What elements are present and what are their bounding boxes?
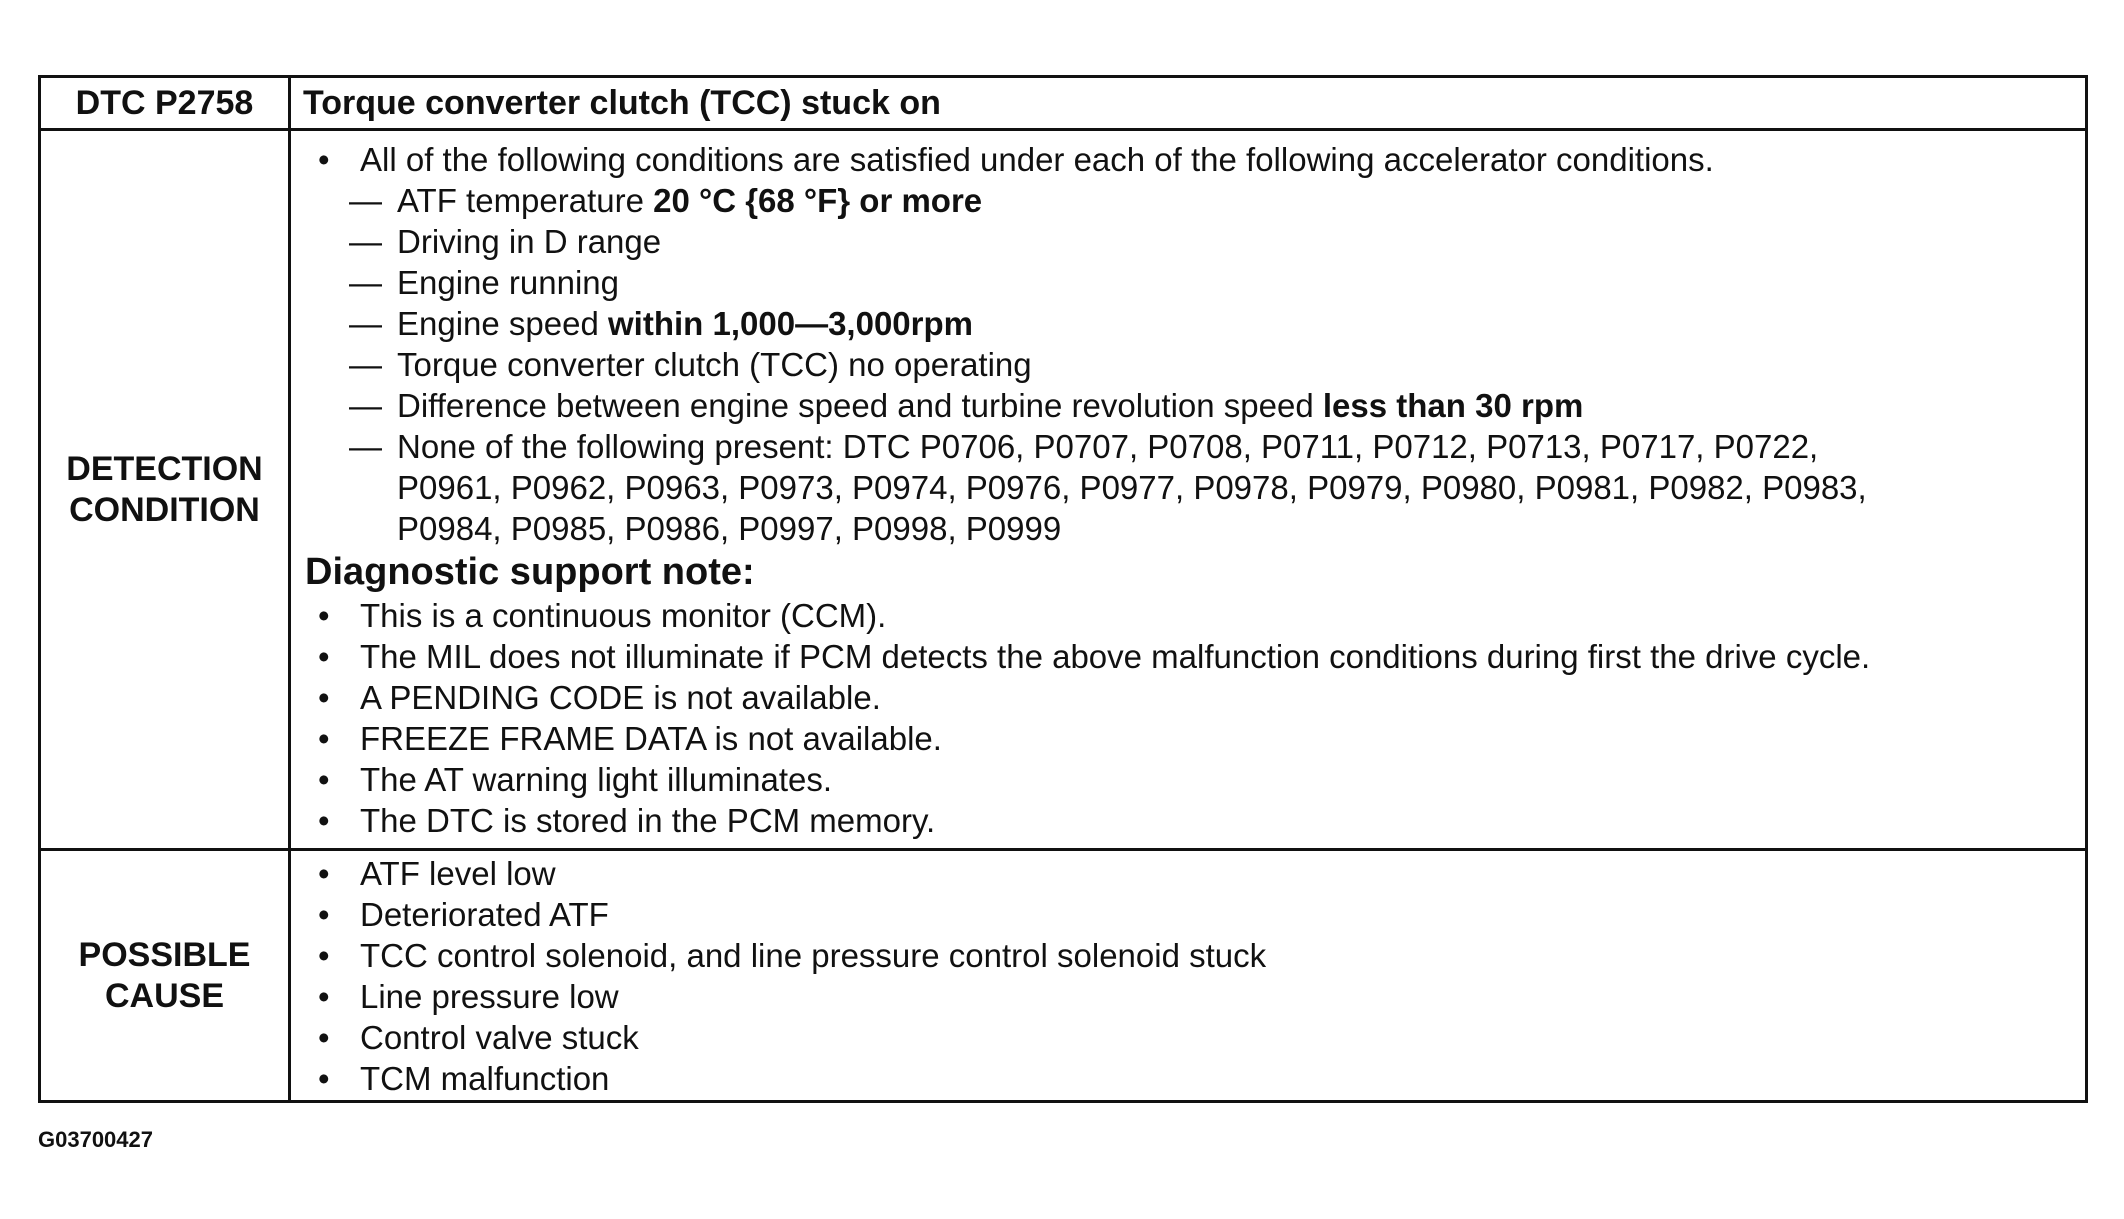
condition-item xyxy=(305,221,2073,262)
cause-item: • Control valve stuck xyxy=(305,1017,2073,1058)
condition-text: Engine running xyxy=(397,264,620,301)
condition-text: Difference between engine speed and turbine revolution speed xyxy=(397,387,1323,424)
condition-item xyxy=(305,262,2073,303)
condition-item xyxy=(305,303,2073,344)
possible-cause-body xyxy=(291,851,2085,1100)
condition-text: Torque converter clutch (TCC) no operating xyxy=(397,346,1032,383)
dtc-exclusion-list xyxy=(305,426,2073,549)
exclusion-line: P0961, P0962, P0963, P0973, P0974, P0976, P0977, P0978, P0979, P0980, P0981, P0982, P0983, xyxy=(397,469,1867,506)
detection-condition-label xyxy=(41,131,291,851)
note-item: • The MIL does not illuminate if PCM detects the above malfunction conditions during first the drive cycle. xyxy=(305,636,2073,677)
condition-value: less than 30 rpm xyxy=(1322,387,1584,424)
detection-intro: • All of the following conditions are satisfied under each of the following accelerator conditions. xyxy=(305,139,2073,180)
condition-text: ATF temperature xyxy=(397,182,654,219)
cause-item: • ATF level low xyxy=(305,853,2073,894)
condition-text: Engine speed xyxy=(397,305,609,342)
condition-item xyxy=(305,344,2073,385)
note-item: • This is a continuous monitor (CCM). xyxy=(305,595,2073,636)
condition-item xyxy=(305,385,2073,426)
exclusion-line: P0984, P0985, P0986, P0997, P0998, P0999 xyxy=(397,510,1062,547)
condition-item xyxy=(305,180,2073,221)
note-item: • A PENDING CODE is not available. xyxy=(305,677,2073,718)
dash-mark: — xyxy=(349,223,382,260)
cause-item: • TCC control solenoid, and line pressure control solenoid stuck xyxy=(305,935,2073,976)
cause-label-line2: CAUSE xyxy=(104,976,225,1015)
note-item: • The AT warning light illuminates. xyxy=(305,759,2073,800)
cause-item: • Deteriorated ATF xyxy=(305,894,2073,935)
figure-id: G03700427 xyxy=(38,1127,153,1152)
dash-mark: — xyxy=(349,428,382,465)
exclusion-line: None of the following present: DTC P0706, P0707, P0708, P0711, P0712, P0713, P0717, P0722, xyxy=(397,428,1819,465)
detection-condition-body xyxy=(291,131,2085,851)
detection-label-line2: CONDITION xyxy=(69,490,260,529)
note-item: • The DTC is stored in the PCM memory. xyxy=(305,800,2073,841)
dtc-title: Torque converter clutch (TCC) stuck on xyxy=(291,78,2085,131)
diagnostic-note-heading: Diagnostic support note: xyxy=(305,551,755,593)
condition-value: 20 °C {68 °F} or more xyxy=(653,182,983,219)
dash-mark: — xyxy=(349,346,382,383)
cause-label-line1: POSSIBLE xyxy=(78,935,251,974)
detection-label-line1: DETECTION xyxy=(66,449,263,488)
note-item: • FREEZE FRAME DATA is not available. xyxy=(305,718,2073,759)
dash-mark: — xyxy=(349,264,382,301)
dash-mark: — xyxy=(349,182,382,219)
dtc-table xyxy=(38,75,2088,1103)
dash-mark: — xyxy=(349,387,382,424)
cause-item: • Line pressure low xyxy=(305,976,2073,1017)
condition-value: within 1,000—3,000rpm xyxy=(608,305,973,342)
possible-cause-label xyxy=(41,851,291,1100)
dash-mark: — xyxy=(349,305,382,342)
condition-text: Driving in D range xyxy=(397,223,662,260)
cause-item: • TCM malfunction xyxy=(305,1058,2073,1099)
dtc-code: DTC P2758 xyxy=(41,78,291,131)
